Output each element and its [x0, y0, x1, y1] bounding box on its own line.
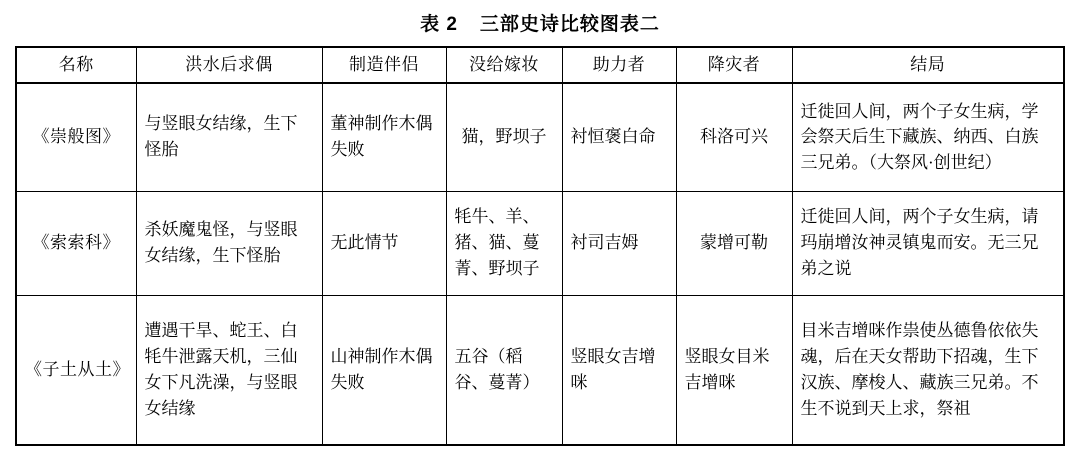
table-row: [16, 295, 1064, 445]
table-caption-title: 三部史诗比较图表二: [479, 14, 660, 35]
cell-calamity: 竖眼女目米吉增咪: [676, 295, 792, 445]
cell-ending: 迁徙回人间，两个子女生病，请玛崩增汝神灵镇鬼而安。无三兄弟之说: [792, 191, 1064, 295]
cell-helper: 竖眼女吉增咪: [562, 295, 676, 445]
cell-dowry: 猫，野坝子: [446, 83, 562, 191]
cell-name: 《子土从土》: [16, 295, 136, 445]
table-row: [16, 191, 1064, 295]
cell-flood: 与竖眼女结缘，生下怪胎: [136, 83, 322, 191]
column-header-dowry: 没给嫁妆: [446, 47, 562, 83]
cell-mate: 山神制作木偶失败: [322, 295, 446, 445]
column-header-name: 名称: [16, 47, 136, 83]
cell-ending: 目米吉增咪作祟使丛德鲁依依失魂，后在天女帮助下招魂，生下汉族、摩梭人、藏族三兄弟。不生不说到天上求，祭祖: [792, 295, 1064, 445]
cell-calamity: 科洛可兴: [676, 83, 792, 191]
cell-name: 《崇般图》: [16, 83, 136, 191]
cell-mate: 无此情节: [322, 191, 446, 295]
table-caption: [0, 0, 1080, 46]
cell-calamity: 蒙增可勒: [676, 191, 792, 295]
table-header: [16, 47, 1064, 83]
table-body: [16, 83, 1064, 445]
comparison-table: [15, 46, 1065, 446]
table-row: [16, 83, 1064, 191]
cell-flood: 杀妖魔鬼怪，与竖眼女结缘，生下怪胎: [136, 191, 322, 295]
table-header-row: [16, 47, 1064, 83]
table-caption-number: 表 2: [420, 14, 458, 35]
column-header-calamity: 降灾者: [676, 47, 792, 83]
column-header-helper: 助力者: [562, 47, 676, 83]
cell-helper: 衬恒褒白命: [562, 83, 676, 191]
column-header-mate: 制造伴侣: [322, 47, 446, 83]
cell-ending: 迁徙回人间，两个子女生病，学会祭天后生下藏族、纳西、白族三兄弟。（大祭风·创世纪）: [792, 83, 1064, 191]
column-header-ending: 结局: [792, 47, 1064, 83]
cell-flood: 遭遇干旱、蛇王、白牦牛泄露天机，三仙女下凡洗澡，与竖眼女结缘: [136, 295, 322, 445]
cell-dowry: 牦牛、羊、猪、猫、蔓菁、野坝子: [446, 191, 562, 295]
column-header-flood: 洪水后求偶: [136, 47, 322, 83]
cell-mate: 董神制作木偶失败: [322, 83, 446, 191]
cell-helper: 衬司吉姆: [562, 191, 676, 295]
cell-dowry: 五谷（稻谷、蔓菁）: [446, 295, 562, 445]
cell-name: 《索索科》: [16, 191, 136, 295]
